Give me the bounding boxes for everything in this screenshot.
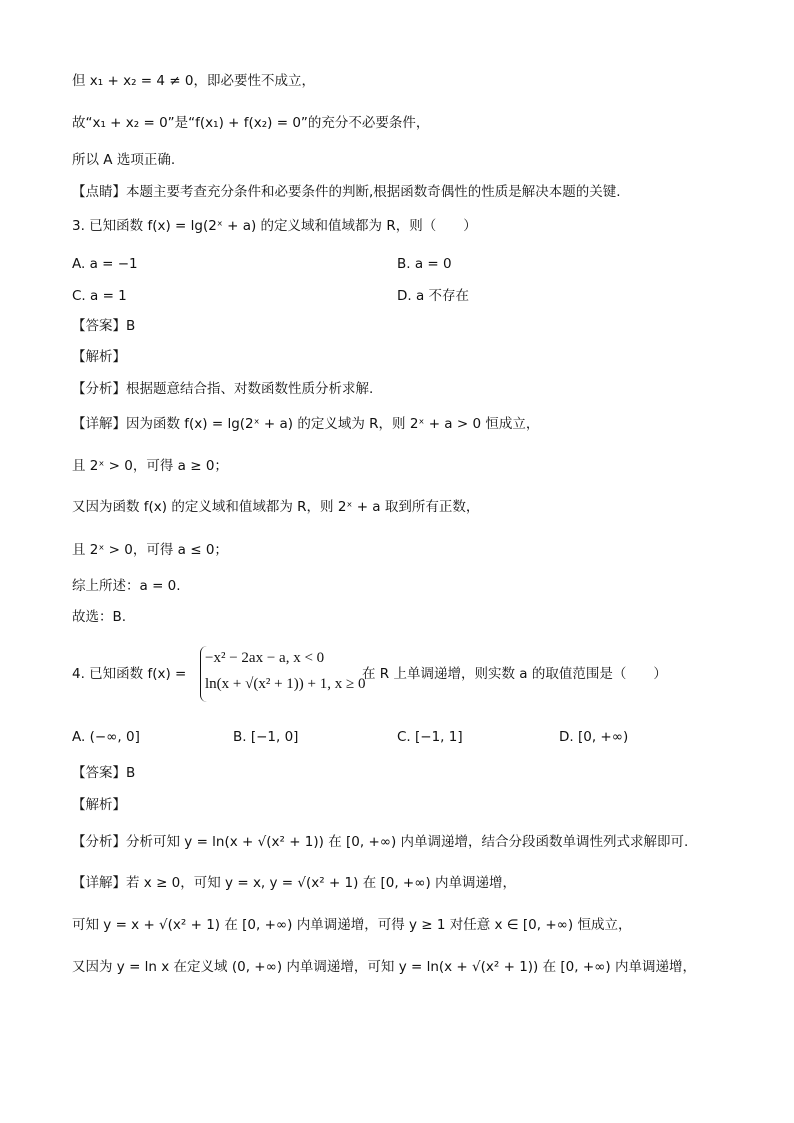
q4-option-b: B. [−1, 0] (233, 729, 299, 745)
q3-detail-line: 又因为函数 f(x) 的定义域和值域都为 R，则 2ˣ + a 取到所有正数， (72, 499, 480, 515)
text-line: 但 x₁ + x₂ = 4 ≠ 0，即必要性不成立， (72, 73, 315, 89)
q4-detail-line: 【详解】若 x ≥ 0，可知 y = x, y = √(x² + 1) 在 [0, +∞) 内单调递增， (72, 875, 517, 891)
q4-detail-line: 又因为 y = ln x 在定义域 (0, +∞) 内单调递增，可知 y = ln(x + √(x² + 1)) 在 [0, +∞) 内单调递增， (72, 959, 696, 975)
q3-answer: 【答案】B (72, 318, 136, 334)
q3-option-b: B. a = 0 (397, 256, 452, 272)
q4-option-d: D. [0, +∞) (559, 729, 629, 745)
q4-answer: 【答案】B (72, 765, 136, 781)
q3-detail-line: 综上所述：a = 0. (72, 578, 181, 594)
text-line: 所以 A 选项正确. (72, 152, 176, 168)
q3-option-c: C. a = 1 (72, 288, 127, 304)
piecewise-case-1: −x² − 2ax − a, x < 0 (205, 650, 325, 666)
q4-option-a: A. (−∞, 0] (72, 729, 140, 745)
q3-detail-line: 且 2ˣ > 0，可得 a ≥ 0； (72, 458, 228, 474)
text-line: 故“x₁ + x₂ = 0”是“f(x₁) + f(x₂) = 0”的充分不必要条件， (72, 115, 430, 131)
q3-detail-line: 【详解】因为函数 f(x) = lg(2ˣ + a) 的定义域为 R，则 2ˣ + a > 0 恒成立， (72, 416, 540, 432)
q3-detail-line: 故选：B. (72, 609, 127, 625)
question-4-prefix: 4. 已知函数 f(x) = (72, 666, 187, 682)
piecewise-cases (205, 645, 366, 697)
q4-analysis: 【分析】分析可知 y = ln(x + √(x² + 1)) 在 [0, +∞) 内单调递增，结合分段函数单调性列式求解即可. (72, 834, 689, 850)
piecewise-case-2: ln(x + √(x² + 1)) + 1, x ≥ 0 (205, 676, 366, 692)
question-4-suffix: 在 R 上单调递增，则实数 a 的取值范围是（ ） (362, 666, 667, 682)
remark-line: 【点睛】本题主要考查充分条件和必要条件的判断,根据函数奇偶性的性质是解决本题的关键. (72, 184, 621, 200)
q3-analysis: 【分析】根据题意结合指、对数函数性质分析求解. (72, 381, 374, 397)
q4-detail-line: 可知 y = x + √(x² + 1) 在 [0, +∞) 内单调递增，可得 y ≥ 1 对任意 x ∈ [0, +∞) 恒成立， (72, 917, 632, 933)
q3-option-a: A. a = −1 (72, 256, 138, 272)
q4-option-c: C. [−1, 1] (397, 729, 463, 745)
question-3-stem: 3. 已知函数 f(x) = lg(2ˣ + a) 的定义域和值域都为 R，则（ ） (72, 218, 477, 234)
q4-analysis-heading: 【解析】 (72, 797, 126, 813)
q3-option-d: D. a 不存在 (397, 288, 470, 304)
q3-analysis-heading: 【解析】 (72, 349, 126, 365)
q3-detail-line: 且 2ˣ > 0，可得 a ≤ 0； (72, 542, 228, 558)
